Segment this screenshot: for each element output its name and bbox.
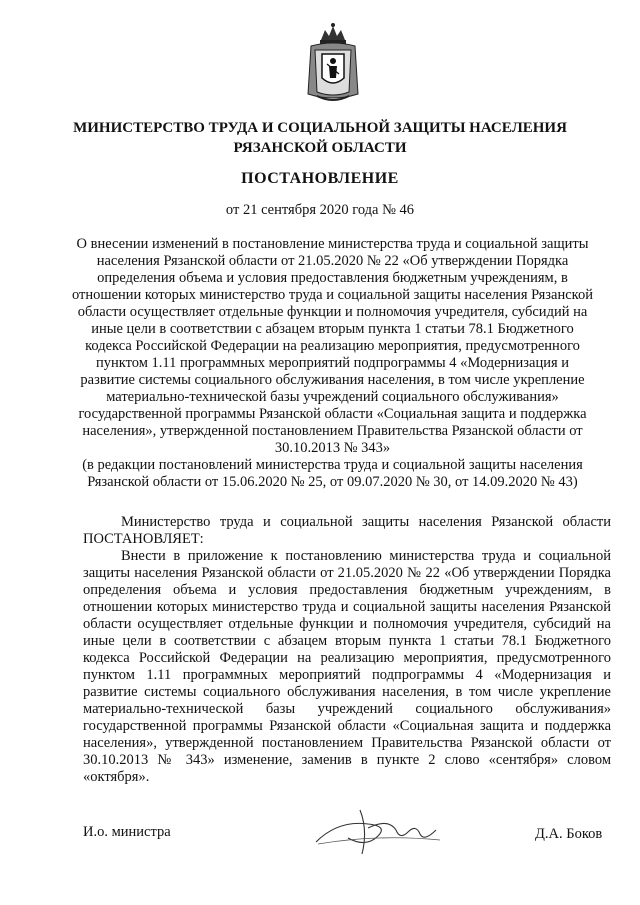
handwritten-signature xyxy=(308,790,448,860)
date-number: от 21 сентября 2020 года № 46 xyxy=(225,202,415,218)
body-paragraph: Внести в приложение к постановлению министерства труда и социальной защиты населения Рязанской области от 21.05.2020 № 22 «Об утверждении Порядка определения объема и условия предоставления бюджетным учреждениям, в отношении которых министерство труда и социальной защиты населения Рязанской области осуществляет отдельные функции и полномочия учредителя, субсидий на иные цели в соответствии с абзацем вторым пункта 1 статьи 78.1 Бюджетного кодекса Российской Федерации на реализацию мероприятия, предусмотренного пунктом 1.11 программных мероприятий подпрограммы 4 «Модернизация и развитие системы социального обслуживания населения, в том числе укрепление материально-технической базы учреждений социального обслуживания» государственной программы Рязанской области «Социальная защита и поддержка населения», утвержденной постановлением Правительства Рязанской области от 30.10.2013 № 343» изменение, заменив в пункте 2 слово «сентября» словом «октября». xyxy=(83,548,611,785)
document-body xyxy=(83,514,611,786)
title-edition: (в редакции постановлений министерства труда и социальной защиты населения Рязанской области от 15.06.2020 № 25, от 09.07.2020 № 30, от 14.09.2020 № 43) xyxy=(82,457,583,490)
signer-position: И.о. министра xyxy=(83,824,171,840)
coat-of-arms-icon xyxy=(305,22,361,108)
body-preamble: Министерство труда и социальной защиты населения Рязанской области ПОСТАНОВЛЯЕТ: xyxy=(83,514,611,547)
ministry-line-2: РЯЗАНСКОЙ ОБЛАСТИ xyxy=(233,140,407,156)
ministry-line-1: МИНИСТЕРСТВО ТРУДА И СОЦИАЛЬНОЙ ЗАЩИТЫ НАСЕЛЕНИЯ xyxy=(73,120,567,136)
signer-name: Д.А. Боков xyxy=(535,826,603,842)
title-main: О внесении изменений в постановление министерства труда и социальной защиты населения Рязанской области от 21.05.2020 № 22 «Об утверждении Порядка определения объема и условия предоставления бюджетным учреждениям, в отношении которых министерство труда и социальной защиты населения Рязанской области осуществляет отдельные функции и полномочия учредителя, субсидий на иные цели в соответствии с абзацем вторым пункта 1 статьи 78.1 Бюджетного кодекса Российской Федерации на реализацию мероприятия, предусмотренного пунктом 1.11 программных мероприятий подпрограммы 4 «Модернизация и развитие системы социального обслуживания населения, в том числе укрепление материально-технической базы учреждений социального обслуживания» государственной программы Рязанской области «Социальная защита и поддержка населения», утвержденной постановлением Правительства Рязанской области от 30.10.2013 № 343» xyxy=(72,236,593,456)
document-type: ПОСТАНОВЛЕНИЕ xyxy=(241,170,399,187)
document-title xyxy=(70,236,595,491)
ministry-name xyxy=(70,118,570,158)
